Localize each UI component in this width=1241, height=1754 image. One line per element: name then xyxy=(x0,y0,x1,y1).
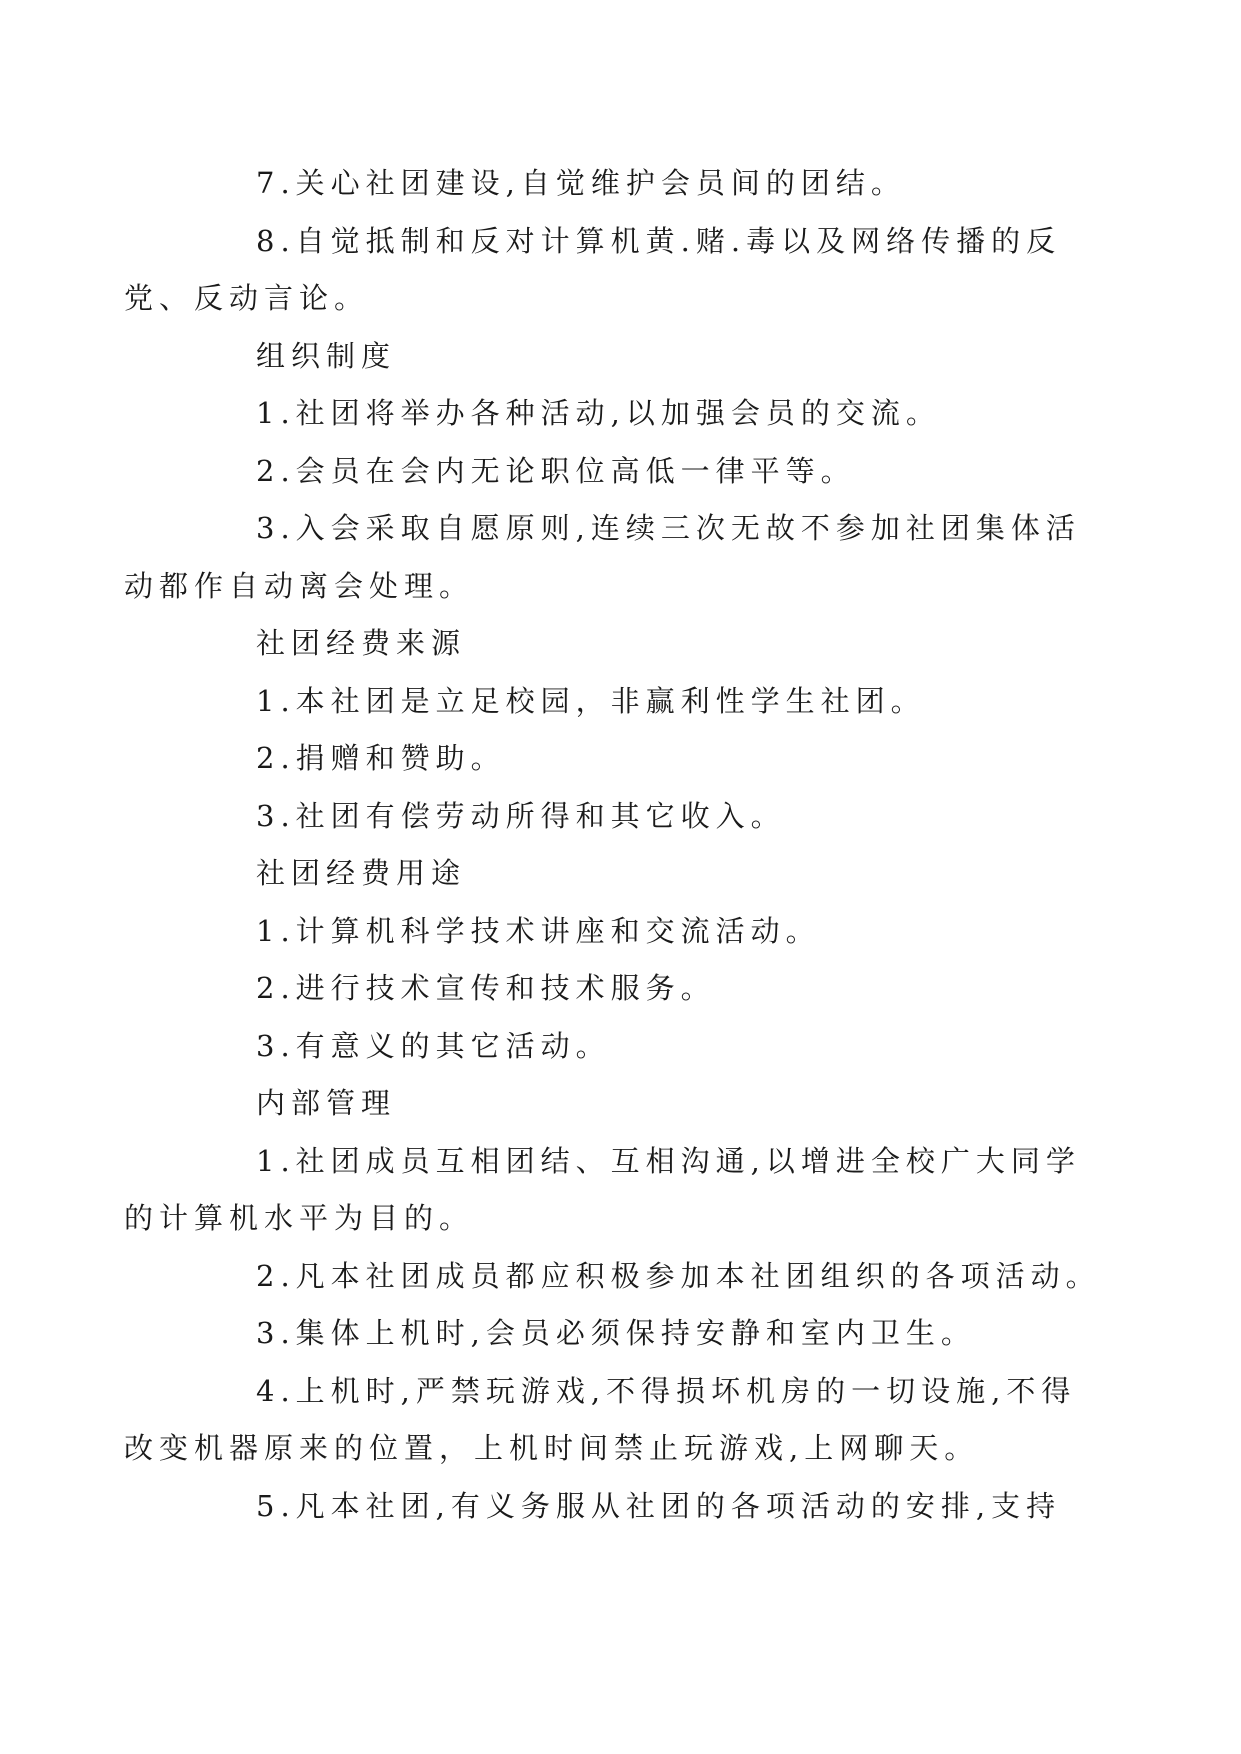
text-line: 改变机器原来的位置，上机时间禁止玩游戏,上网聊天。 xyxy=(124,1431,980,1465)
text-line: 的计算机水平为目的。 xyxy=(124,1201,475,1235)
text-line: 1.社团将举办各种活动,以加强会员的交流。 xyxy=(256,396,941,430)
text-line: 2.捐赠和赞助。 xyxy=(256,741,506,775)
text-line: 7.关心社团建设,自觉维护会员间的团结。 xyxy=(256,166,906,200)
text-line: 3.集体上机时,会员必须保持安静和室内卫生。 xyxy=(256,1316,976,1350)
text-line: 2.凡本社团成员都应积极参加本社团组织的各项活动。 xyxy=(256,1258,1101,1293)
list-item xyxy=(190,673,1070,731)
text-line: 社团经费用途 xyxy=(256,856,467,890)
section-heading xyxy=(190,1075,1070,1133)
list-item xyxy=(190,788,1070,846)
text-line: 动都作自动离会处理。 xyxy=(124,568,475,603)
section-heading xyxy=(190,615,1070,673)
text-line: 3.有意义的其它活动。 xyxy=(256,1028,611,1063)
list-item xyxy=(124,1363,1077,1478)
text-line: 组织制度 xyxy=(256,338,397,373)
text-line: 2.会员在会内无论职位高低一律平等。 xyxy=(256,453,856,488)
list-item xyxy=(190,155,1070,213)
list-item xyxy=(190,903,1070,961)
text-line: 3.入会采取自愿原则,连续三次无故不参加社团集体活 xyxy=(256,511,1081,545)
list-item xyxy=(190,1478,1070,1536)
list-item xyxy=(190,1018,1070,1076)
text-line: 社团经费来源 xyxy=(256,626,467,660)
text-line: 1.本社团是立足校园，非赢利性学生社团。 xyxy=(256,683,926,718)
list-item xyxy=(124,500,1081,615)
document-body xyxy=(124,155,1101,1535)
list-item xyxy=(124,1133,1081,1248)
text-line: 3.社团有偿劳动所得和其它收入。 xyxy=(256,798,786,833)
text-line: 1.社团成员互相团结、互相沟通,以增进全校广大同学 xyxy=(256,1143,1081,1178)
list-item xyxy=(190,1248,1101,1306)
list-item xyxy=(190,730,1070,788)
list-item xyxy=(124,213,1070,328)
section-heading xyxy=(190,845,1070,903)
text-line: 内部管理 xyxy=(256,1086,397,1120)
text-line: 1.计算机科学技术讲座和交流活动。 xyxy=(256,913,821,948)
list-item xyxy=(190,443,1070,501)
text-line: 4.上机时,严禁玩游戏,不得损坏机房的一切设施,不得 xyxy=(256,1373,1077,1408)
text-line: 8.自觉抵制和反对计算机黄.赌.毒以及网络传播的反 xyxy=(256,223,1062,258)
list-item xyxy=(190,1305,1070,1363)
list-item xyxy=(190,960,1070,1018)
list-item xyxy=(190,385,1070,443)
text-line: 5.凡本社团,有义务服从社团的各项活动的安排,支持 xyxy=(256,1488,1062,1523)
section-heading xyxy=(190,328,1070,386)
text-line: 党、反动言论。 xyxy=(124,281,370,315)
text-line: 2.进行技术宣传和技术服务。 xyxy=(256,971,716,1005)
